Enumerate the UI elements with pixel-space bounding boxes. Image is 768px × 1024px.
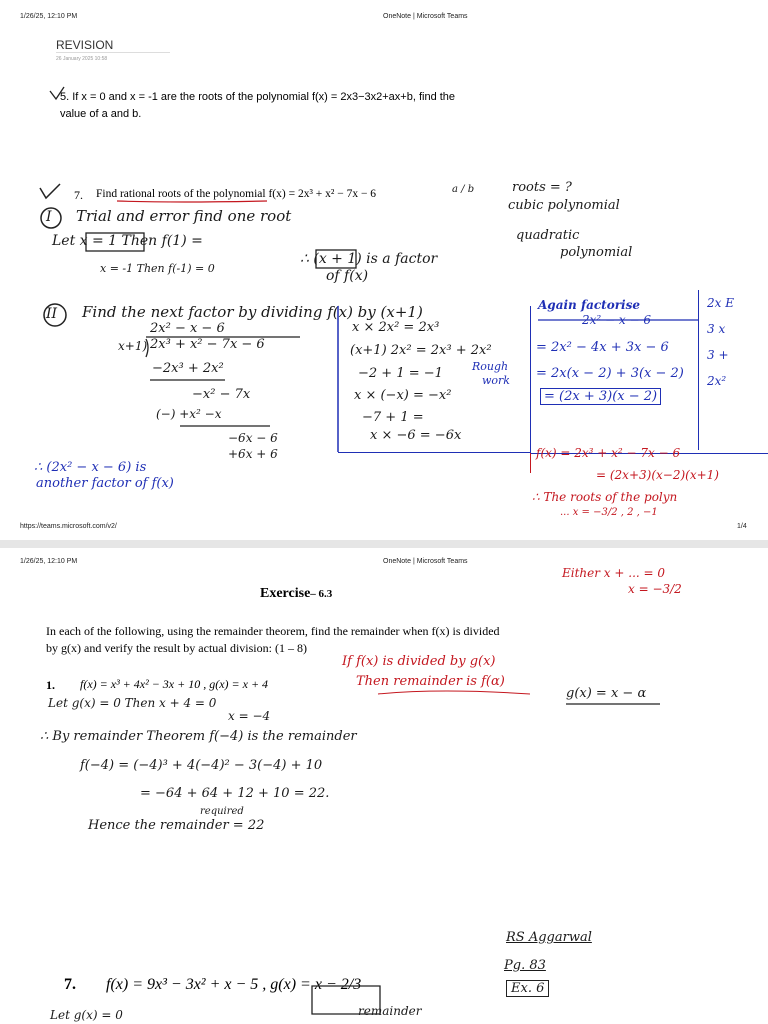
hw-rough-5: −7 + 1 = (362, 410, 424, 425)
page2-ink-strokes (0, 548, 768, 1024)
problem7-number: 7. (64, 976, 76, 993)
problem1-expression: f(x) = x³ + 4x² − 3x + 10 , g(x) = x + 4 (80, 677, 269, 691)
hw-a-over-b: a / b (452, 184, 475, 195)
print-datetime-2: 1/26/25, 12:10 PM (20, 558, 78, 565)
hw-division-quotient: 2x² − x − 6 (150, 321, 225, 336)
problem7-expression: f(x) = 9x³ − 3x² + x − 5 , g(x) = x − 2/3 (106, 976, 362, 993)
hw-work-4: = −64 + 64 + 12 + 10 = 22. (140, 786, 330, 801)
hw-division-line3: (−) +x² −x (156, 407, 222, 421)
hw-another-factor-1: ∴ (2x² − x − 6) is (34, 460, 147, 475)
hw-work-6: Hence the remainder = 22 (88, 818, 265, 833)
hw-rough-2: (x+1) 2x² = 2x³ + 2x² (350, 343, 492, 358)
hw-result-4: ... x = −3/2 , 2 , −1 (560, 507, 658, 518)
hw-again-expression: 2x² − x − 6 (582, 313, 651, 327)
hw-result-2: = (2x+3)(x−2)(x+1) (596, 468, 719, 482)
problem1-number: 1. (46, 678, 55, 692)
hw-rough-1: x × 2x² = 2x³ (352, 320, 440, 335)
q7-number: 7. (74, 188, 83, 202)
page-separator (0, 540, 768, 548)
note-title: REVISION (56, 38, 114, 52)
hw-factor-note-1: ∴ (x + 1) is a factor (300, 251, 438, 267)
q5-text: If x = 0 and x = -1 are the roots of the polynomial f(x) = 2x3−3x2+ax+b, find the (72, 91, 456, 103)
q5-line2: value of a and b. (60, 108, 142, 120)
instruction-line1: In each of the following, using the remainder theorem, find the remainder when f(x) is divided (46, 624, 500, 638)
hw-g-alpha: g(x) = x − α (566, 686, 647, 701)
hw-again-title: Again factorise (538, 298, 640, 312)
exercise-title-text: Exercise (260, 586, 311, 601)
hw-again-step3: = (2x + 3)(x − 2) (540, 388, 661, 405)
hw-work-5: required (200, 806, 244, 817)
hw-step1-text: Trial and error find one root (76, 207, 292, 225)
hw-rough-label-1: Rough (472, 360, 509, 373)
instruction-line2: by g(x) and verify the result by actual division: (1 – 8) (46, 641, 307, 655)
exercise-number: – 6.3 (310, 588, 333, 600)
hw-another-factor-2: another factor of f(x) (36, 476, 174, 491)
hw-cubic-polynomial: cubic polynomial (508, 198, 620, 213)
q5-number: 5. (60, 91, 70, 103)
onenote-page-2 (0, 548, 768, 1024)
hw-division-line1: −2x³ + 2x² (152, 361, 224, 376)
print-title-2: OneNote | Microsoft Teams (383, 558, 468, 565)
hw-division-divisor: x+1) (118, 339, 148, 353)
hw-rough-label-2: work (482, 374, 510, 387)
hw-division-dividend: 2x³ + x² − 7x − 6 (150, 337, 265, 352)
hw-division-line2: −x² − 7x (192, 387, 251, 402)
hw-step1-number: I (46, 209, 52, 225)
hw-red-note-2: Then remainder is f(α) (356, 674, 505, 689)
note-created-date: 26 January 2025 10:58 (56, 56, 108, 62)
hw-work-2: ∴ By remainder Theorem f(−4) is the remainder (40, 729, 357, 744)
hw-right-column: 2x E 3 x 3 + 2x² (698, 290, 768, 450)
hw-division-line5: +6x + 6 (228, 447, 278, 461)
print-title: OneNote | Microsoft Teams (383, 13, 468, 20)
print-footer-url: https://teams.microsoft.com/v2/ (20, 523, 117, 530)
hw-factor-note-2: of f(x) (326, 268, 369, 284)
hw-quadratic: quadratic (516, 228, 580, 243)
hw-ref-book: RS Aggarwal (506, 930, 592, 945)
hw-rough-4: x × (−x) = −x² (354, 388, 452, 403)
hw-result-3: ∴ The roots of the polyn (532, 490, 678, 504)
hw-division-line4: −6x − 6 (228, 431, 278, 445)
hw-step2-text: Find the next factor by dividing f(x) by (x+1) (82, 303, 423, 321)
hw-polynomial: polynomial (560, 245, 633, 260)
hw-bottom-2: remainder (358, 1004, 422, 1018)
hw-again-step1: = 2x² − 4x + 3x − 6 (536, 340, 669, 355)
hw-work-1b: x = −4 (228, 709, 271, 723)
q7-text: Find rational roots of the polynomial f(x) = 2x³ + x² − 7x − 6 (96, 188, 377, 200)
hw-step2-number: II (46, 306, 58, 322)
hw-top-red-2: x = −3/2 (628, 582, 682, 596)
hw-let-x-equals-1: Let x = 1 Then f(1) = (52, 233, 203, 249)
hw-result-1: f(x) = 2x³ + x² − 7x − 6 (536, 446, 681, 460)
hw-roots-question: roots = ? (512, 180, 572, 195)
hw-top-red-1: Either x + ... = 0 (562, 566, 666, 580)
hw-rough-6: x × −6 = −6x (370, 428, 462, 443)
print-datetime: 1/26/25, 12:10 PM (20, 13, 78, 20)
hw-ref-exercise: Ex. 6 (506, 980, 549, 997)
hw-bottom-1: Let g(x) = 0 (50, 1008, 123, 1022)
hw-again-step2: = 2x(x − 2) + 3(x − 2) (536, 366, 684, 381)
print-page-number: 1/4 (737, 523, 747, 530)
hw-red-note-1: If f(x) is divided by g(x) (342, 654, 496, 669)
hw-rough-3: −2 + 1 = −1 (358, 366, 443, 381)
hw-x-minus-1: x = -1 Then f(-1) = 0 (100, 262, 215, 275)
hw-work-1: Let g(x) = 0 Then x + 4 = 0 (48, 696, 217, 710)
hw-ref-page: Pg. 83 (504, 958, 546, 973)
hw-work-3: f(−4) = (−4)³ + 4(−4)² − 3(−4) + 10 (80, 758, 323, 773)
